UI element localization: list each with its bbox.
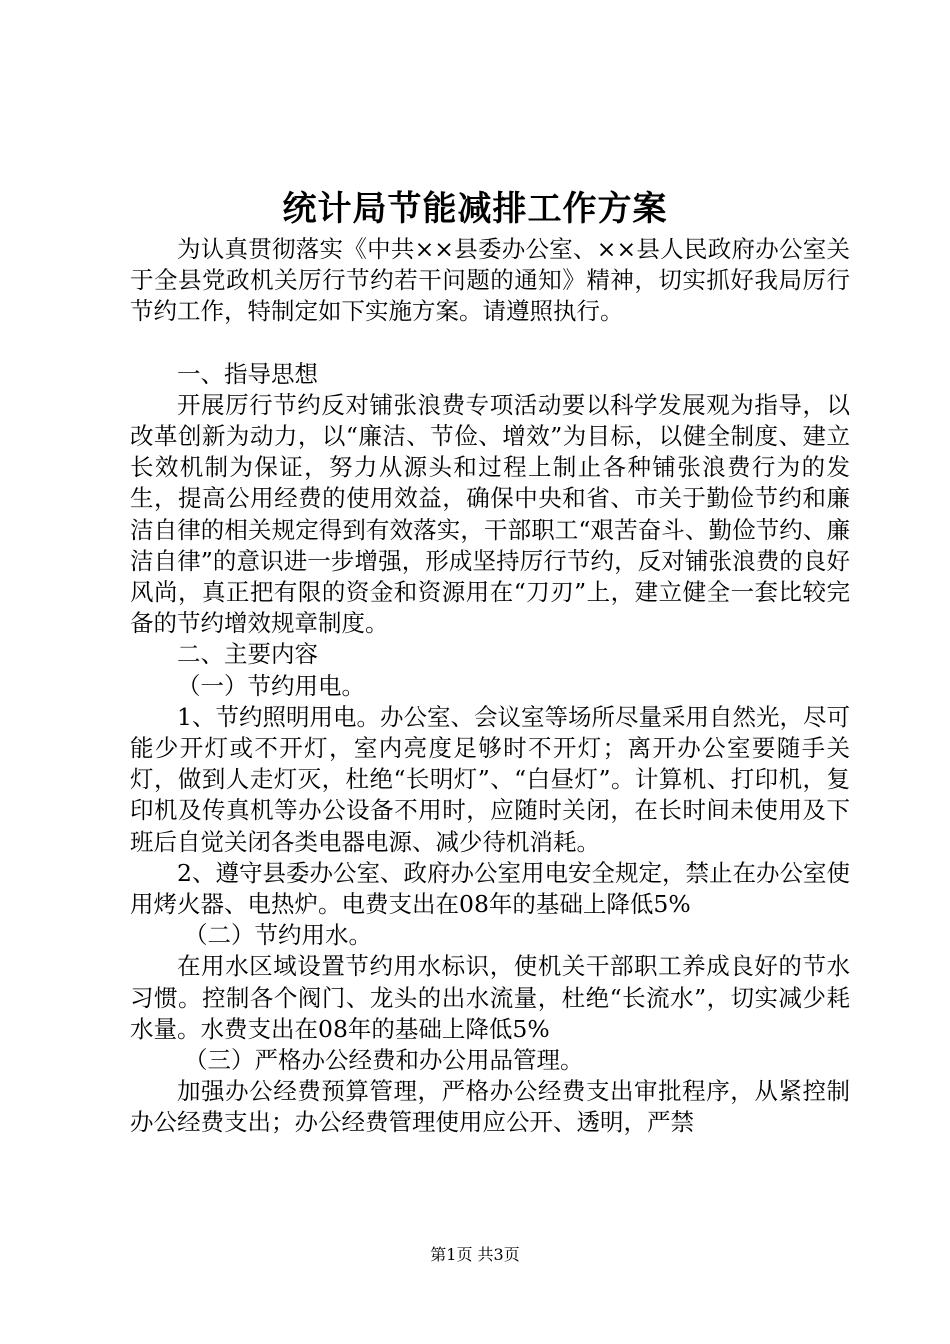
subheading-office-expenses: （三）严格办公经费和办公用品管理。 <box>184 1046 584 1075</box>
document-title: 统计局节能减排工作方案 <box>282 189 668 229</box>
electricity-item-1: 1、节约照明用电。办公室、会议室等场所尽量采用自然光，尽可能少开灯或不开灯，室内亮度足够时不开灯；离开办公室要随手关灯，做到人走灯灭，杜绝“长明灯”、“白昼灯”。计算机、打印机，复印机及传真机等办公设备不用时，应随时关闭，在长时间未使用及下班后自觉关闭各类电器电源、减少待机消耗。 <box>130 702 850 856</box>
guiding-ideology-paragraph: 开展厉行节约反对铺张浪费专项活动要以科学发展观为指导，以改革创新为动力，以“廉洁、节俭、增效”为目标，以健全制度、建立长效机制为保证，努力从源头和过程上制止各种铺张浪费行为的发生，提高公用经费的使用效益，确保中央和省、市关于勤俭节约和廉洁自律的相关规定得到有效落实，干部职工“艰苦奋斗、勤俭节约、廉洁自律”的意识进一步增强，形成坚持厉行节约，反对铺张浪费的良好风尚，真正把有限的资金和资源用在“刀刃”上，建立健全一套比较完备的节约增效规章制度。 <box>130 390 850 638</box>
electricity-item-2: 2、遵守县委办公室、政府办公室用电安全规定，禁止在办公室使用烤火器、电热炉。电费支出在08年的基础上降低5% <box>130 858 850 919</box>
document-body <box>130 234 850 1139</box>
intro-paragraph: 为认真贯彻落实《中共××县委办公室、××县人民政府办公室关于全县党政机关厉行节约若干问题的通知》精神，切实抓好我局厉行节约工作，特制定如下实施方案。请遵照执行。 <box>130 235 850 326</box>
subheading-save-water: （二）节约用水。 <box>184 921 373 950</box>
section-heading-guiding-ideology: 一、指导思想 <box>177 359 318 388</box>
office-expenses-paragraph: 加强办公经费预算管理，严格办公经费支出审批程序，从紧控制办公经费支出；办公经费管理使用应公开、透明，严禁 <box>130 1077 850 1137</box>
subheading-save-electricity: （一）节约用电。 <box>177 671 365 700</box>
page-footer: 第1页 共3页 <box>430 1245 520 1264</box>
section-heading-main-content: 二、主要内容 <box>177 640 318 669</box>
water-paragraph: 在用水区域设置节约用水标识，使机关干部职工养成良好的节水习惯。控制各个阀门、龙头的出水流量，杜绝“长流水”，切实减少耗水量。水费支出在08年的基础上降低5% <box>130 952 850 1043</box>
